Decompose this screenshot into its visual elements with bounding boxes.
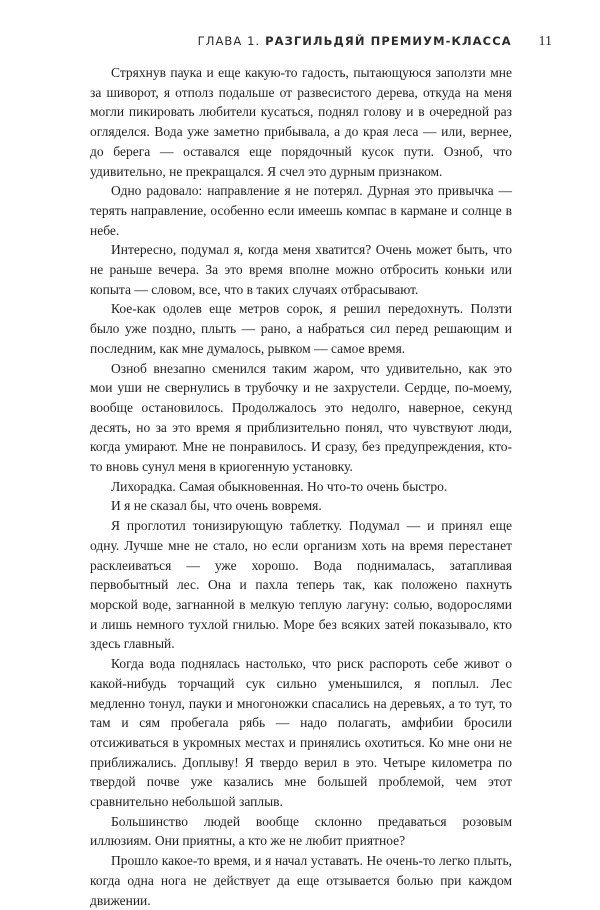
paragraph: Стряхнув паука и еще какую-то гадость, пытающуюся заползти мне за шиворот, я отполз подальше от развесистого дерева, откуда на меня могли пикировать любители кусаться, поднял голову и в очередной раз огляделся. Вода уже заметно прибывала, а до края леса — или, вернее, до берега — оставался еще порядочный кусок пути. Озноб, что удивительно, не прекращался. Я счел это дурным признаком.: [90, 65, 512, 179]
chapter-title: РАЗГИЛЬДЯЙ ПРЕМИУМ-КЛАССА: [265, 34, 512, 48]
paragraph: Лихорадка. Самая обыкновенная. Но что-то очень быстро.: [111, 478, 448, 494]
body-text: [90, 63, 512, 910]
paragraph: Большинство людей вообще склонно предаваться розовым иллюзиям. Они приятны, а кто же не любит приятное?: [90, 813, 512, 849]
paragraph: Кое-как одолев еще метров сорок, я решил передохнуть. Ползти было уже поздно, плыть — рано, а набраться сил перед решающим и последним, как мне думалось, рывком — самое время.: [90, 301, 512, 356]
paragraph: Интересно, подумал я, когда меня хватится? Очень может быть, что не раньше вечера. За это время вполне можно отбросить коньки или копыта — словом, все, что в таких случаях отбрасывают.: [90, 242, 512, 297]
paragraph: Озноб внезапно сменился таким жаром, что удивительно, как это мои уши не свернулись в трубочку и не захрустели. Сердце, по-моему, вообще остановилось. Продолжалось это недолго, наверное, секунд десять, но за это время я приблизительно понял, что чувствуют люди, когда умирают. Мне не понравилось. И сразу, без предупреждения, кто-то вновь сунул меня в криогенную установку.: [90, 360, 512, 475]
page-number: 11: [538, 34, 552, 49]
paragraph: Я проглотил тонизирующую таблетку. Подумал — и принял еще одну. Лучше мне не стало, но если организм хоть на время перестанет расклеиваться — уже хорошо. Вода поднималась, затапливая первобытный лес. Она и пахла теперь так, как положено пахнуть морской воде, загнанной в мелкую теплую лагуну: солью, водорослями и лишь немного тухлой гнилью. Море без всяких затей показывало, кто здесь главный.: [90, 518, 512, 652]
paragraph: И я не сказал бы, что очень вовремя.: [111, 498, 322, 514]
running-head: [198, 34, 552, 50]
chapter-label: ГЛАВА 1.: [197, 34, 261, 48]
paragraph: Одно радовало: направление я не потерял. Дурная это привычка — терять направление, особенно если имеешь компас в кармане и солнце в небе.: [90, 183, 512, 238]
paragraph: Прошло какое-то время, и я начал уставать. Не очень-то легко плыть, когда одна нога не действует да еще отзывается болью при каждом движении.: [90, 853, 512, 908]
paragraph: Когда вода поднялась настолько, что риск распороть себе живот о какой-нибудь торчащий сук сильно уменьшился, я поплыл. Лес медленно тонул, пауки и многоножки спасались на деревьях, а то тут, то там и сям пробегала рябь — надо полагать, амфибии бросили отсиживаться в укромных местах и принялись охотиться. Ко мне они не приближались. Доплыву! Я твердо верил в это. Четыре километра по твердой почве уже казались мне большей проблемой, чем этот сравнительно небольшой заплыв.: [90, 656, 512, 810]
